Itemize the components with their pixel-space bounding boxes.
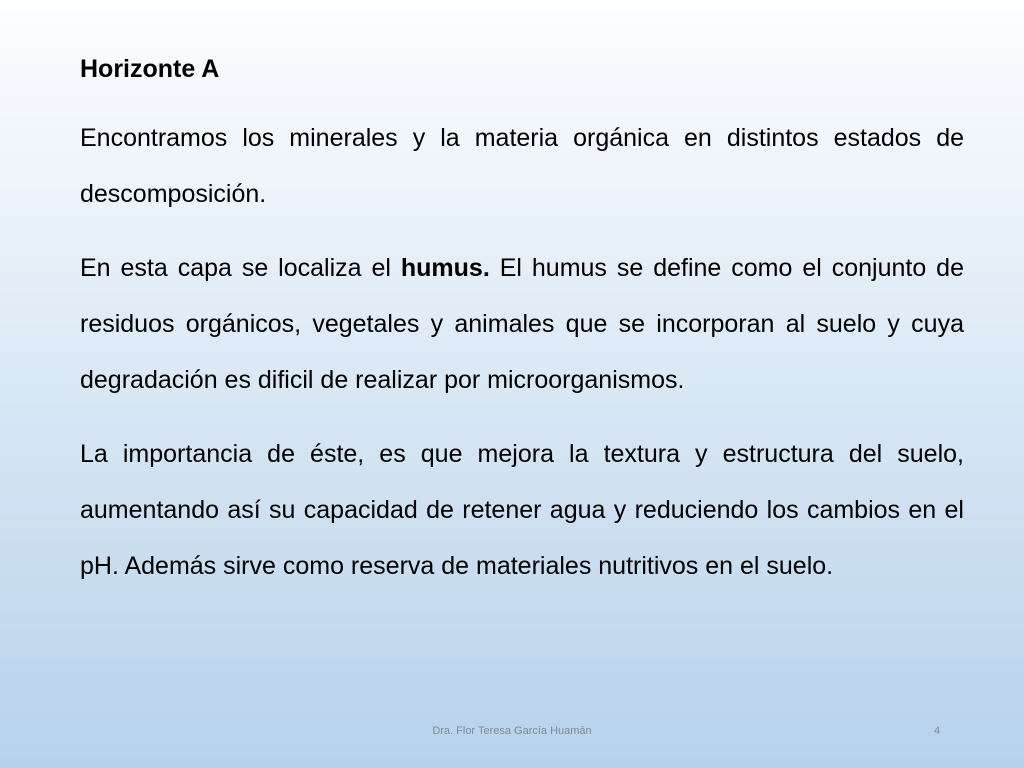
paragraph-minerals: Encontramos los minerales y la materia orgánica en distintos estados de descomposición. [80, 124, 964, 208]
paragraph-humus-definition: El humus se define como el conjunto de residuos orgánicos, vegetales y animales que se incorporan al suelo y cuya degradación es dificil de realizar por microorganismos. [80, 254, 964, 394]
humus-bold-term: humus. [400, 254, 490, 282]
paragraph-humus [80, 240, 964, 408]
slide-page-number: 4 [934, 725, 941, 737]
footer-author: Dra. Flor Teresa García Huamán [432, 725, 592, 737]
paragraph-importance: La importancia de éste, es que mejora la textura y estructura del suelo, aumentando así su capacidad de retener agua y reduciendo los cambios en el pH. Además sirve como reserva de materiales nutritivos en el suelo. [80, 440, 964, 580]
slide-content [80, 52, 964, 594]
slide-heading: Horizonte A [80, 55, 220, 83]
paragraph-humus-intro: En esta capa se localiza el [80, 254, 401, 282]
